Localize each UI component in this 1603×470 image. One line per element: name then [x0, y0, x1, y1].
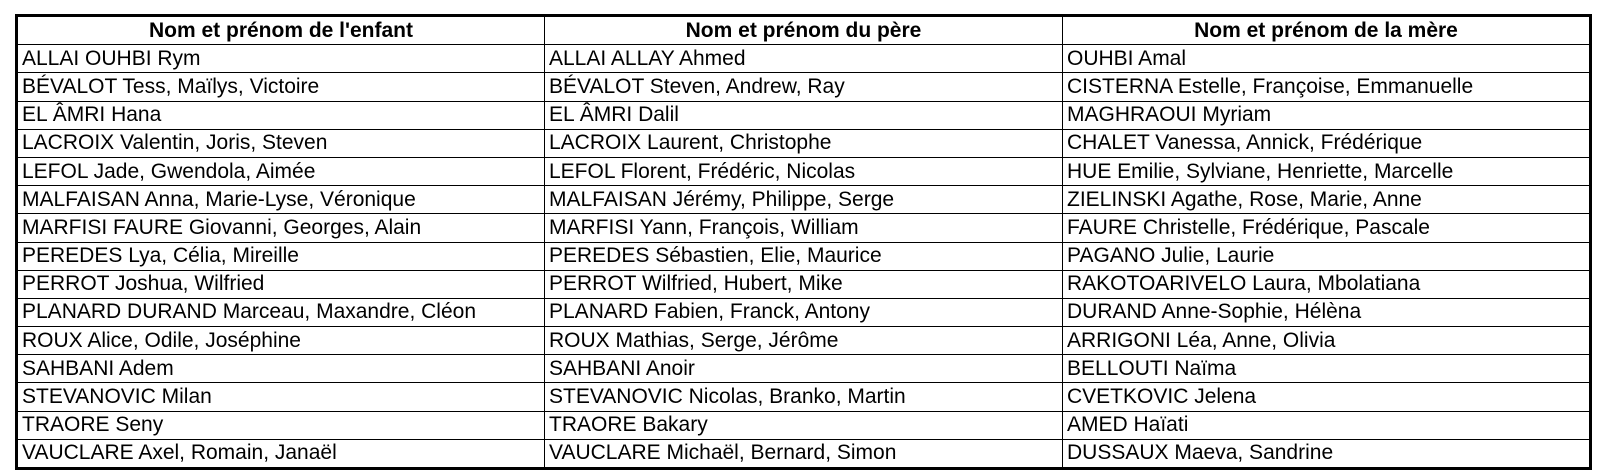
- mother-name-cell: OUHBI Amal: [1063, 45, 1591, 73]
- father-name-cell: MALFAISAN Jérémy, Philippe, Serge: [545, 186, 1063, 214]
- child-name-cell: PLANARD DURAND Marceau, Maxandre, Cléon: [17, 298, 545, 326]
- mother-name-cell: BELLOUTI Naïma: [1063, 355, 1591, 383]
- document-page: [15, 14, 1589, 470]
- father-name-cell: ROUX Mathias, Serge, Jérôme: [545, 327, 1063, 355]
- mother-name-cell: ARRIGONI Léa, Anne, Olivia: [1063, 327, 1591, 355]
- child-name-cell: SAHBANI Adem: [17, 355, 545, 383]
- child-name-cell: LEFOL Jade, Gwendola, Aimée: [17, 157, 545, 185]
- table-row: [17, 214, 1591, 242]
- father-name-cell: VAUCLARE Michaël, Bernard, Simon: [545, 439, 1063, 468]
- father-name-cell: PEREDES Sébastien, Elie, Maurice: [545, 242, 1063, 270]
- table-row: [17, 411, 1591, 439]
- table-row: [17, 157, 1591, 185]
- table-row: [17, 101, 1591, 129]
- child-name-cell: ROUX Alice, Odile, Joséphine: [17, 327, 545, 355]
- child-name-cell: VAUCLARE Axel, Romain, Janaël: [17, 439, 545, 468]
- mother-name-cell: RAKOTOARIVELO Laura, Mbolatiana: [1063, 270, 1591, 298]
- parents-table: [15, 14, 1592, 470]
- father-name-cell: EL ÂMRI Dalil: [545, 101, 1063, 129]
- father-name-cell: ALLAI ALLAY Ahmed: [545, 45, 1063, 73]
- mother-name-cell: FAURE Christelle, Frédérique, Pascale: [1063, 214, 1591, 242]
- mother-name-cell: MAGHRAOUI Myriam: [1063, 101, 1591, 129]
- table-row: [17, 242, 1591, 270]
- table-row: [17, 439, 1591, 468]
- header-father-name: Nom et prénom du père: [545, 16, 1063, 45]
- father-name-cell: SAHBANI Anoir: [545, 355, 1063, 383]
- child-name-cell: MARFISI FAURE Giovanni, Georges, Alain: [17, 214, 545, 242]
- table-row: [17, 383, 1591, 411]
- father-name-cell: BÉVALOT Steven, Andrew, Ray: [545, 73, 1063, 101]
- table-row: [17, 129, 1591, 157]
- table-header: [17, 16, 1591, 45]
- table-row: [17, 73, 1591, 101]
- mother-name-cell: AMED Haïati: [1063, 411, 1591, 439]
- father-name-cell: PERROT Wilfried, Hubert, Mike: [545, 270, 1063, 298]
- table-body: [17, 45, 1591, 469]
- child-name-cell: TRAORE Seny: [17, 411, 545, 439]
- mother-name-cell: CHALET Vanessa, Annick, Frédérique: [1063, 129, 1591, 157]
- father-name-cell: PLANARD Fabien, Franck, Antony: [545, 298, 1063, 326]
- child-name-cell: ALLAI OUHBI Rym: [17, 45, 545, 73]
- child-name-cell: MALFAISAN Anna, Marie-Lyse, Véronique: [17, 186, 545, 214]
- child-name-cell: PEREDES Lya, Célia, Mireille: [17, 242, 545, 270]
- mother-name-cell: HUE Emilie, Sylviane, Henriette, Marcelle: [1063, 157, 1591, 185]
- table-row: [17, 45, 1591, 73]
- table-row: [17, 355, 1591, 383]
- header-row: [17, 16, 1591, 45]
- mother-name-cell: ZIELINSKI Agathe, Rose, Marie, Anne: [1063, 186, 1591, 214]
- mother-name-cell: DURAND Anne-Sophie, Hélèna: [1063, 298, 1591, 326]
- table-row: [17, 327, 1591, 355]
- father-name-cell: TRAORE Bakary: [545, 411, 1063, 439]
- father-name-cell: MARFISI Yann, François, William: [545, 214, 1063, 242]
- header-child-name: Nom et prénom de l'enfant: [17, 16, 545, 45]
- child-name-cell: PERROT Joshua, Wilfried: [17, 270, 545, 298]
- mother-name-cell: CVETKOVIC Jelena: [1063, 383, 1591, 411]
- table-row: [17, 298, 1591, 326]
- table-row: [17, 270, 1591, 298]
- mother-name-cell: DUSSAUX Maeva, Sandrine: [1063, 439, 1591, 468]
- mother-name-cell: CISTERNA Estelle, Françoise, Emmanuelle: [1063, 73, 1591, 101]
- header-mother-name: Nom et prénom de la mère: [1063, 16, 1591, 45]
- table-row: [17, 186, 1591, 214]
- father-name-cell: STEVANOVIC Nicolas, Branko, Martin: [545, 383, 1063, 411]
- mother-name-cell: PAGANO Julie, Laurie: [1063, 242, 1591, 270]
- father-name-cell: LEFOL Florent, Frédéric, Nicolas: [545, 157, 1063, 185]
- child-name-cell: BÉVALOT Tess, Maïlys, Victoire: [17, 73, 545, 101]
- father-name-cell: LACROIX Laurent, Christophe: [545, 129, 1063, 157]
- child-name-cell: EL ÂMRI Hana: [17, 101, 545, 129]
- child-name-cell: LACROIX Valentin, Joris, Steven: [17, 129, 545, 157]
- child-name-cell: STEVANOVIC Milan: [17, 383, 545, 411]
